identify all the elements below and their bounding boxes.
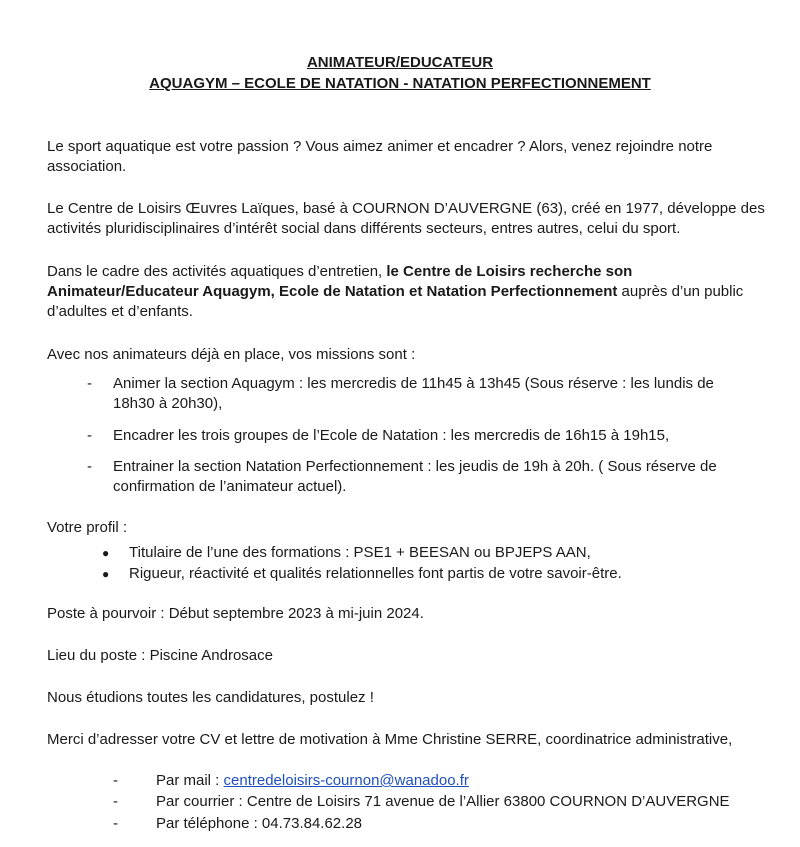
bullet-icon: ● [102,567,110,581]
dash-marker: - [87,427,92,444]
mission-item [87,426,747,446]
profile-item [102,543,742,563]
dash-marker: - [87,375,92,392]
bullet-icon: ● [102,546,110,560]
contact-phone [113,814,773,834]
dash-marker: - [113,772,118,789]
mail-label: Par mail : [156,772,224,789]
profile-text: Rigueur, réactivité et qualités relationnelles font partis de votre savoir-être. [129,565,622,582]
dash-marker: - [87,458,92,475]
mission-text: Encadrer les trois groupes de l’Ecole de Natation : les mercredis de 16h15 à 19h15, [113,427,670,444]
dash-marker: - [113,793,118,810]
apply-paragraph: Merci d’adresser votre CV et lettre de motivation à Mme Christine SERRE, coordinatrice administrative, [47,731,733,748]
search-suffix: auprès d’un public d’adultes et d’enfants. [47,283,744,320]
search-bold: le Centre de Loisirs recherche son Animateur/Educateur Aquagym, Ecole de Natation et Natation Perfectionnement [47,263,633,300]
dash-marker: - [113,815,118,832]
presentation-paragraph: Le Centre de Loisirs Œuvres Laïques, basé à COURNON D’AUVERGNE (63), créé en 1977, développe des activités pluridisciplinaires d’intérêt social dans différents secteurs, entres autres, celui du sport. [47,200,765,237]
missions-heading: Avec nos animateurs déjà en place, vos missions sont : [47,346,416,363]
profile-heading: Votre profil : [47,519,128,536]
mission-item [87,374,747,414]
contact-post [113,792,773,812]
call-paragraph: Nous étudions toutes les candidatures, postulez ! [47,689,374,706]
contact-mail [113,771,773,791]
search-paragraph [47,262,767,322]
email-link[interactable]: centredeloisirs-cournon@wanadoo.fr [223,772,469,789]
phone-text: Par téléphone : 04.73.84.62.28 [156,815,363,832]
post-text: Par courrier : Centre de Loisirs 71 avenue de l’Allier 63800 COURNON D’AUVERGNE [156,793,730,810]
location-paragraph: Lieu du poste : Piscine Androsace [47,647,273,664]
profile-item [102,564,742,584]
intro-paragraph: Le sport aquatique est votre passion ? Vous aimez animer et encadrer ? Alors, venez rejoindre notre association. [47,138,713,175]
job-subtitle: AQUAGYM – ECOLE DE NATATION - NATATION PERFECTIONNEMENT [149,75,651,92]
mission-text: Animer la section Aquagym : les mercredis de 11h45 à 13h45 (Sous réserve : les lundis de 18h30 à 20h30), [113,375,714,412]
profile-text: Titulaire de l’une des formations : PSE1 + BEESAN ou BPJEPS AAN, [129,544,591,561]
position-paragraph: Poste à pourvoir : Début septembre 2023 à mi-juin 2024. [47,605,424,622]
job-title: ANIMATEUR/EDUCATEUR [306,54,494,71]
search-prefix: Dans le cadre des activités aquatiques d’entretien, [47,263,387,280]
mission-item [87,457,747,497]
mission-text: Entrainer la section Natation Perfectionnement : les jeudis de 19h à 20h. ( Sous réserve de confirmation de l’animateur actuel). [113,458,717,495]
